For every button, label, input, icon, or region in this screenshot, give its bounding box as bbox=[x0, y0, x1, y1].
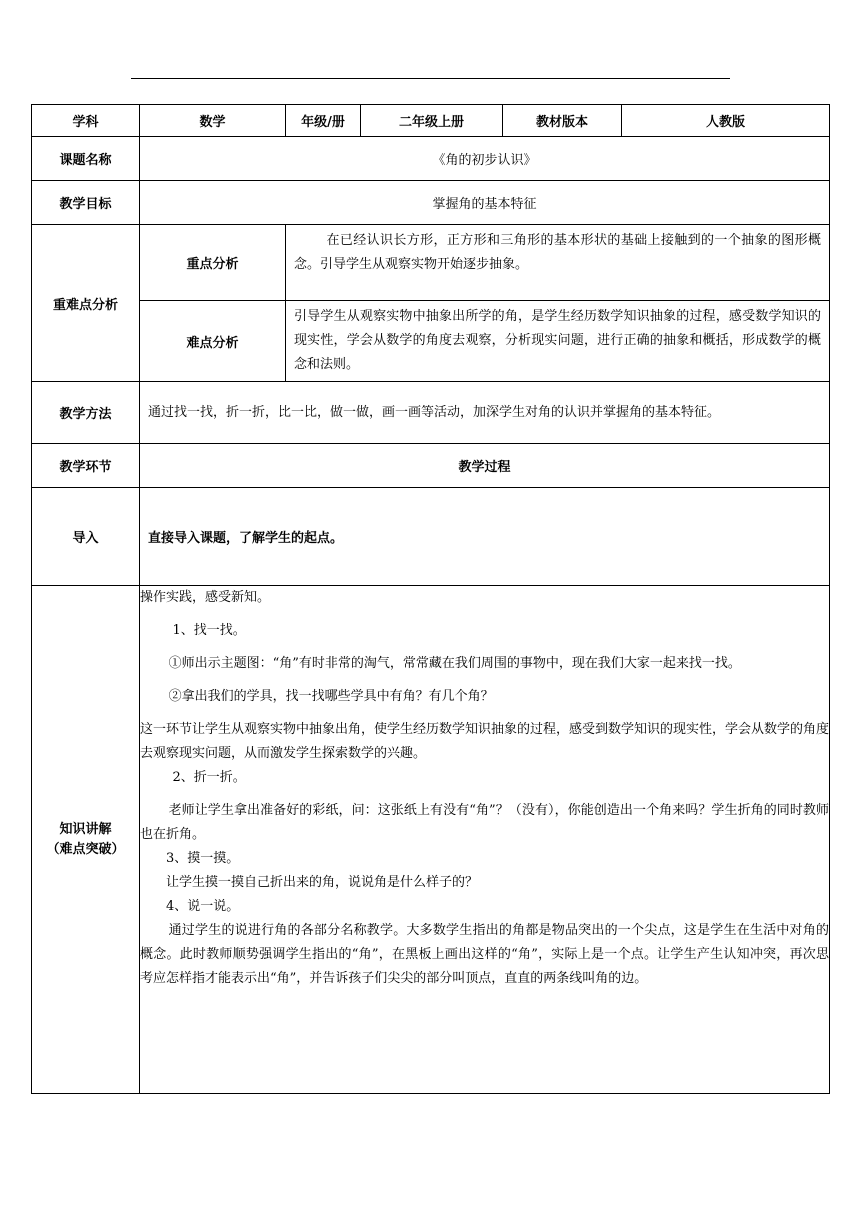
knowledge-content bbox=[140, 586, 830, 1094]
lesson-label: 课题名称 bbox=[32, 137, 140, 181]
section-label: 教学环节 bbox=[32, 444, 140, 488]
goal-row bbox=[32, 181, 830, 225]
method-text: 通过找一找，折一折，比一比，做一做，画一画等活动，加深学生对角的认识并掌握角的基本特征。 bbox=[140, 382, 830, 444]
intro-label: 导入 bbox=[32, 488, 140, 586]
hard-point-paragraph: 引导学生从观察实物中抽象出所学的角，是学生经历数学知识抽象的过程，感受数学知识的现实性，学会从数学的角度去观察，分析现实问题，进行正确的抽象和概括，形成数学的概念和法则。 bbox=[294, 309, 821, 372]
subject-label: 学科 bbox=[32, 105, 140, 137]
key-point-row bbox=[32, 225, 830, 301]
intro-text: 直接导入课题，了解学生的起点。 bbox=[140, 488, 830, 586]
difficulties-label: 重难点分析 bbox=[32, 225, 140, 382]
intro-row bbox=[32, 488, 830, 586]
subject-value: 数学 bbox=[140, 105, 286, 137]
grade-value: 二年级上册 bbox=[361, 105, 503, 137]
lesson-row bbox=[32, 137, 830, 181]
key-point-label: 重点分析 bbox=[140, 225, 286, 301]
knowledge-paragraph: 4、说一说。 bbox=[166, 899, 240, 914]
knowledge-paragraph: ①师出示主题图：“角”有时非常的淘气，常常藏在我们周围的事物中，现在我们大家一起来找一找。 bbox=[168, 656, 741, 671]
knowledge-paragraph: 1、找一找。 bbox=[172, 623, 246, 638]
knowledge-paragraph: ②拿出我们的学具，找一找哪些学具中有角？有几个角？ bbox=[168, 689, 494, 704]
knowledge-label-line2: （难点突破） bbox=[46, 841, 125, 857]
method-row bbox=[32, 382, 830, 444]
knowledge-paragraph: 通过学生的说进行角的各部分名称教学。大多数学生指出的角都是物品突出的一个尖点，这是学生在生活中对角的概念。此时教师顺势强调学生指出的“角”，在黑板上画出这样的“角”，实际上是一个点。让学生产生认知冲突，再次思考应怎样指才能表示出“角”，并告诉孩子们尖尖的部分叫顶点，直直的两条线叫角的边。 bbox=[140, 923, 829, 986]
hard-point-row bbox=[32, 301, 830, 382]
knowledge-paragraph: 2、折一折。 bbox=[172, 770, 246, 785]
knowledge-paragraph: 3、摸一摸。 bbox=[166, 851, 240, 866]
hard-point-label: 难点分析 bbox=[140, 301, 286, 382]
knowledge-paragraph: 操作实践，感受新知。 bbox=[140, 590, 271, 605]
header-rule bbox=[131, 78, 730, 79]
knowledge-label bbox=[32, 586, 140, 1094]
grade-label: 年级/册 bbox=[286, 105, 361, 137]
lesson-plan-table bbox=[31, 104, 830, 1094]
goal-value: 掌握角的基本特征 bbox=[140, 181, 830, 225]
knowledge-paragraph: 老师让学生拿出准备好的彩纸，问：这张纸上有没有“角”？（没有），你能创造出一个角来吗？学生折角的同时教师也在折角。 bbox=[140, 803, 829, 842]
edition-label: 教材版本 bbox=[503, 105, 622, 137]
hard-point-text bbox=[286, 301, 830, 382]
knowledge-row bbox=[32, 586, 830, 1094]
section-value: 教学过程 bbox=[140, 444, 830, 488]
header-row bbox=[32, 105, 830, 137]
goal-label: 教学目标 bbox=[32, 181, 140, 225]
knowledge-paragraph: 让学生摸一摸自己折出来的角，说说角是什么样子的？ bbox=[166, 875, 479, 890]
key-point-paragraph: 在已经认识长方形，正方形和三角形的基本形状的基础上接触到的一个抽象的图形概念。引导学生从观察实物开始逐步抽象。 bbox=[294, 233, 821, 272]
key-point-text bbox=[286, 225, 830, 301]
method-label: 教学方法 bbox=[32, 382, 140, 444]
knowledge-paragraph: 这一环节让学生从观察实物中抽象出角，使学生经历数学知识抽象的过程，感受到数学知识的现实性，学会从数学的角度去观察现实问题，从而激发学生探索数学的兴趣。 bbox=[140, 722, 830, 761]
section-row bbox=[32, 444, 830, 488]
knowledge-label-line1: 知识讲解 bbox=[59, 821, 112, 837]
edition-value: 人教版 bbox=[622, 105, 830, 137]
lesson-title: 《角的初步认识》 bbox=[140, 137, 830, 181]
